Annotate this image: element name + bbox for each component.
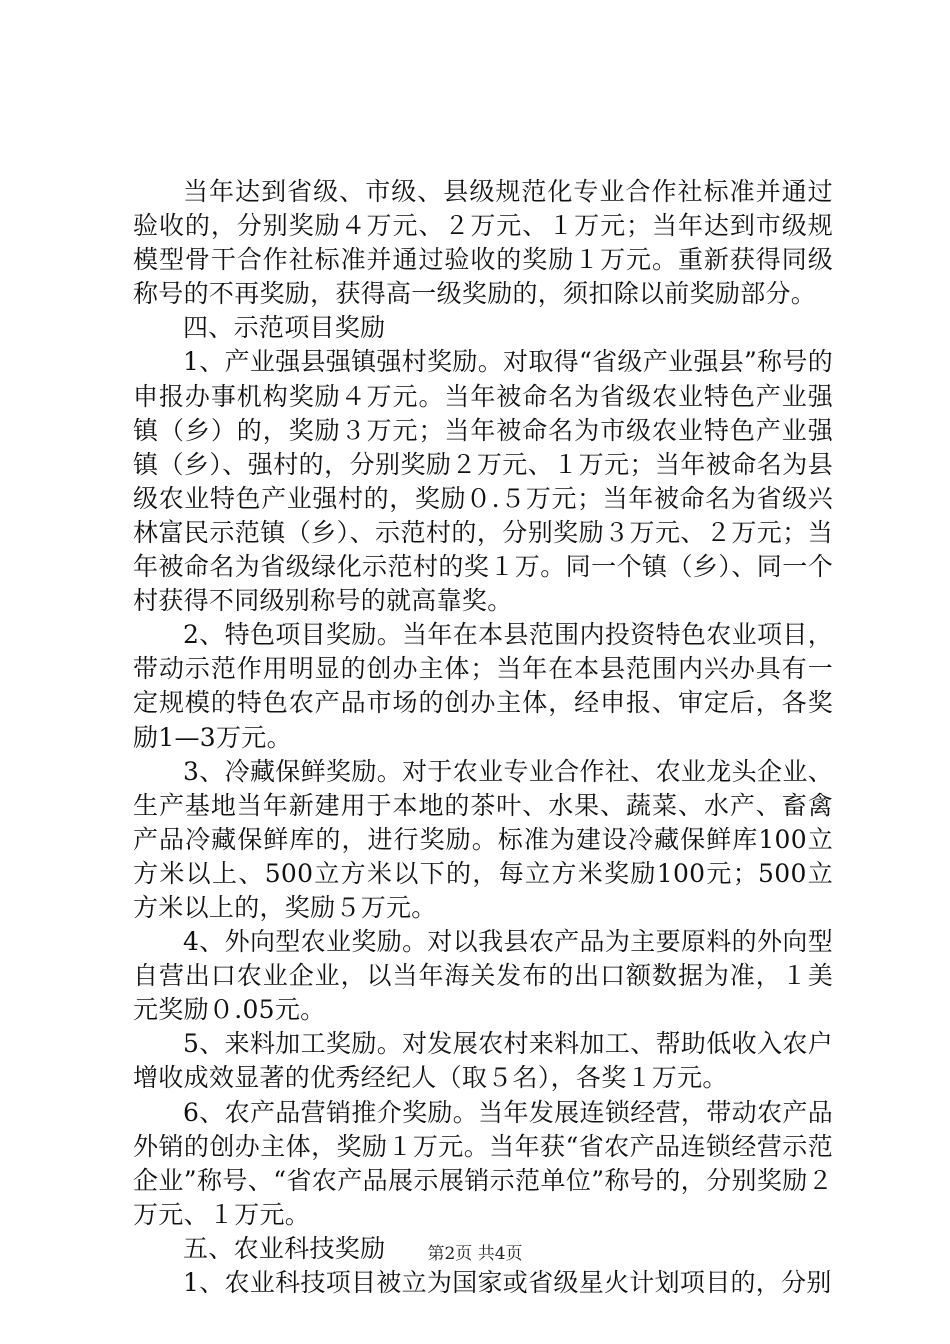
document-body [133, 175, 833, 1300]
paragraph-export-agriculture: 4、外向型农业奖励。对以我县农产品为主要原料的外向型自营出口农业企业，以当年海关发布的出口额数据为准，１美元奖励０.05元。 [133, 927, 833, 1025]
paragraph-cooperative-award: 当年达到省级、市级、县级规范化专业合作社标准并通过验收的，分别奖励４万元、２万元、１万元；当年达到市级规模型骨干合作社标准并通过验收的奖励１万元。重新获得同级称号的不再奖励，获得高一级奖励的，须扣除以前奖励部分。 [133, 177, 833, 309]
paragraph-featured-projects: 2、特色项目奖励。当年在本县范围内投资特色农业项目，带动示范作用明显的创办主体；当年在本县范围内兴办具有一定规模的特色农产品市场的创办主体，经申报、审定后，各奖励1—3万元。 [133, 620, 833, 752]
page-footer: 第2页 共4页 [427, 1244, 523, 1264]
section-heading-agri-technology: 五、农业科技奖励 [183, 1233, 386, 1263]
paragraph-industry-strong-county: 1、产业强县强镇强村奖励。对取得“省级产业强县”称号的申报办事机构奖励４万元。当年被命名为省级农业特色产业强镇（乡）的，奖励３万元；当年被命名为市级农业特色产业强镇（乡）、强村的，分别奖励２万元、１万元；当年被命名为县级农业特色产业强村的，奖励０.５万元；当年被命名为省级兴林富民示范镇（乡）、示范村的，分别奖励３万元、２万元；当年被命名为省级绿化示范村的奖１万。同一个镇（乡）、同一个村获得不同级别称号的就高靠奖。 [133, 347, 833, 616]
paragraph-tech-projects: 1、农业科技项目被立为国家或省级星火计划项目的，分别 [183, 1268, 832, 1297]
paragraph-cold-storage: 3、冷藏保鲜奖励。对于农业专业合作社、农业龙头企业、生产基地当年新建用于本地的茶叶、水果、蔬菜、水产、畜禽产品冷藏保鲜库的，进行奖励。标准为建设冷藏保鲜库100立方米以上、500立方米以下的，每立方米奖励100元；500立方米以上的，奖励５万元。 [133, 756, 833, 922]
paragraph-marketing-promotion: 6、农产品营销推介奖励。当年发展连锁经营，带动农产品外销的创办主体，奖励１万元。当年获“省农产品连锁经营示范企业”称号、“省农产品展示展销示范单位”称号的，分别奖励２万元、１万元。 [133, 1097, 833, 1229]
section-heading-demonstration-projects: 四、示范项目奖励 [183, 313, 386, 343]
paragraph-material-processing: 5、来料加工奖励。对发展农村来料加工、帮助低收入农户增收成效显著的优秀经纪人（取５名），各奖１万元。 [133, 1029, 833, 1093]
